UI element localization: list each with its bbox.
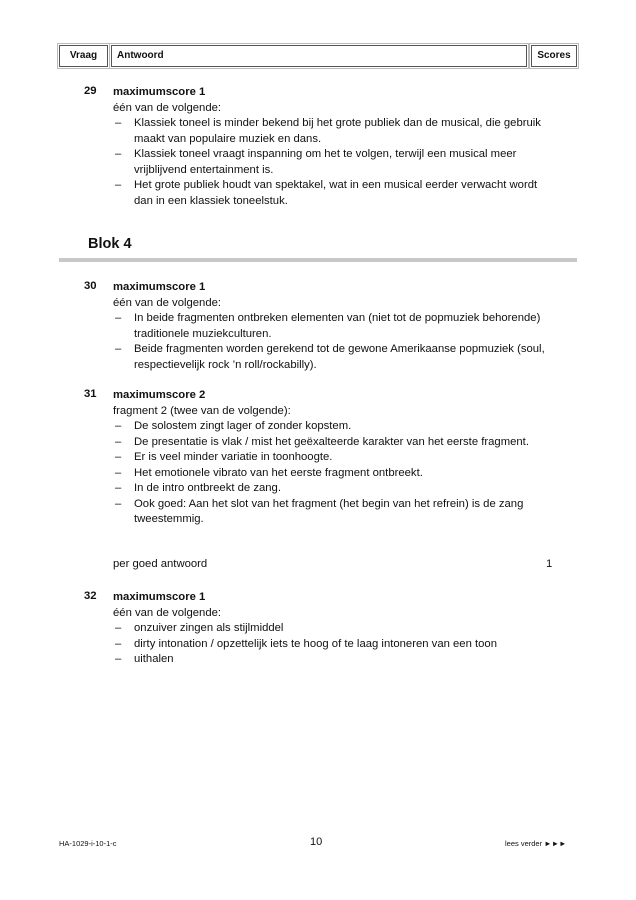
answer-intro: één van de volgende: xyxy=(113,101,222,114)
answer-intro: één van de volgende: xyxy=(113,296,222,309)
answer-option: – Beide fragmenten worden gerekend tot de gewone Amerikaanse popmuziek (soul, respectievelijk rock ’n roll/rockabilly). xyxy=(113,342,553,373)
answer-intro: één van de volgende: xyxy=(113,606,222,619)
score-rule-points: 1 xyxy=(546,558,553,570)
answer-option: – In beide fragmenten ontbreken elementen van (niet tot de popmuziek behorende) traditionele muziekculturen. xyxy=(113,311,553,342)
footer-exam-code: HA-1029-i-10-1-c xyxy=(59,839,117,848)
question-body xyxy=(113,280,553,373)
question-body xyxy=(113,388,553,528)
answer-option: – dirty intonation / opzettelijk iets te hoog of te laag intoneren van een toon xyxy=(113,637,553,653)
header-antwoord: Antwoord xyxy=(111,45,527,67)
max-score: maximumscore 1 xyxy=(113,86,206,98)
header-vraag: Vraag xyxy=(59,45,108,67)
score-rule-label: per goed antwoord xyxy=(113,558,208,570)
page-number: 10 xyxy=(310,836,323,848)
answer-intro: fragment 2 (twee van de volgende): xyxy=(113,404,291,417)
answer-option: – Klassiek toneel is minder bekend bij het grote publiek dan de musical, die gebruik maakt van populaire muziek en dans. xyxy=(113,116,553,147)
answer-option: – Er is veel minder variatie in toonhoogte. xyxy=(113,450,553,466)
question-number: 30 xyxy=(84,280,97,292)
answer-option: – Ook goed: Aan het slot van het fragment (het begin van het refrein) is de zang tweestemmig. xyxy=(113,497,553,528)
answer-options xyxy=(113,621,553,668)
question-number: 31 xyxy=(84,388,97,400)
section-divider xyxy=(59,258,577,262)
answer-options xyxy=(113,419,553,528)
max-score: maximumscore 1 xyxy=(113,281,206,293)
answer-option: – Het emotionele vibrato van het eerste fragment ontbreekt. xyxy=(113,466,553,482)
answer-options xyxy=(113,116,553,209)
question-number: 29 xyxy=(84,85,97,97)
continue-indicator: lees verder ►►► xyxy=(505,839,567,848)
answer-options xyxy=(113,311,553,373)
answer-option: – In de intro ontbreekt de zang. xyxy=(113,481,553,497)
section-title: Blok 4 xyxy=(88,236,132,252)
answer-option: – De solostem zingt lager of zonder kopstem. xyxy=(113,419,553,435)
max-score: maximumscore 1 xyxy=(113,591,206,603)
answer-option: – Klassiek toneel vraagt inspanning om het te volgen, terwijl een musical meer vrijblijvend entertainment is. xyxy=(113,147,553,178)
answer-option: – Het grote publiek houdt van spektakel, wat in een musical eerder verwacht wordt dan in een klassiek toneelstuk. xyxy=(113,178,553,209)
max-score: maximumscore 2 xyxy=(113,389,206,401)
question-body xyxy=(113,590,553,668)
answer-option: – onzuiver zingen als stijlmiddel xyxy=(113,621,553,637)
question-body xyxy=(113,85,553,209)
header-scores: Scores xyxy=(531,45,577,67)
question-number: 32 xyxy=(84,590,97,602)
answer-option: – uithalen xyxy=(113,652,553,668)
answer-option: – De presentatie is vlak / mist het geëxalteerde karakter van het eerste fragment. xyxy=(113,435,553,451)
